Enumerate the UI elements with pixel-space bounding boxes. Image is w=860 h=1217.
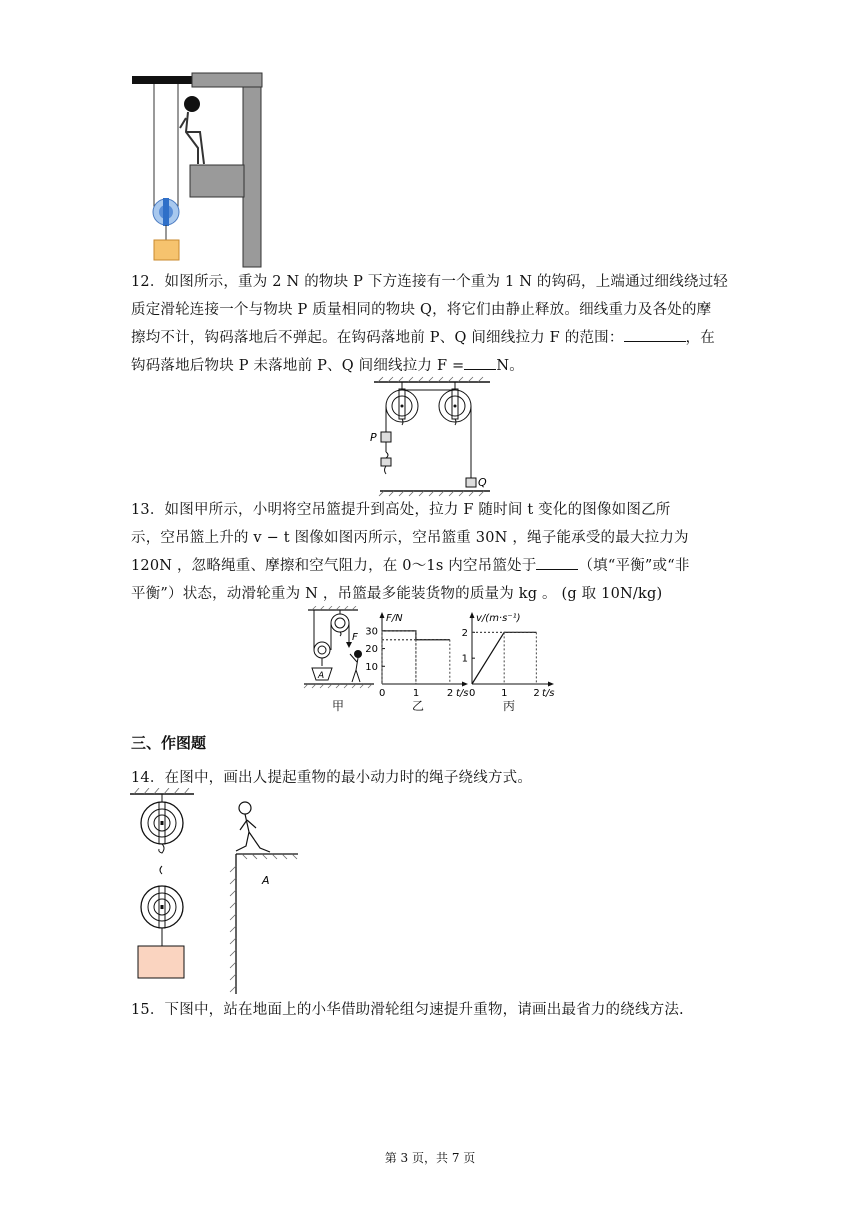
- x-tick-label: 1: [501, 688, 508, 699]
- question-13: [131, 496, 741, 608]
- y-axis-arrow: [470, 612, 475, 618]
- q12-line3-text: 擦均不计，钩码落地后不弹起。在钩码落地前 P、Q 间细线拉力 F 的范围：: [131, 330, 624, 346]
- x-tick-label: 1: [412, 688, 420, 699]
- label-a-basket: A: [318, 671, 325, 681]
- q13-line2: 示，空吊篮上升的 v − t 图像如图丙所示，空吊篮重 30N ，绳子能承受的最大拉力为: [131, 530, 689, 546]
- label-q: Q: [478, 476, 487, 489]
- figure-q14-pulleys-cliff: [126, 788, 306, 998]
- x-tick-label: 2: [446, 688, 454, 699]
- question-15: 15．下图中，站在地面上的小华借助滑轮组匀速提升重物，请画出最省力的绕线方法.: [131, 1002, 684, 1018]
- x-axis-label: t/s: [542, 688, 555, 699]
- q12-line3-tail: ，在: [685, 330, 715, 346]
- figure-q11-pulley-person: [128, 70, 268, 270]
- label-a-point: A: [262, 874, 270, 887]
- answer-blank-range[interactable]: [624, 325, 686, 342]
- q12-line4-tail: N。: [496, 358, 524, 374]
- y-tick-label: 10: [365, 661, 378, 673]
- y-tick-label: 20: [365, 644, 378, 656]
- q13-line3: [131, 552, 741, 580]
- chart-v-t: [456, 604, 566, 702]
- page-footer: 第 3 页，共 7 页: [384, 1151, 476, 1165]
- q13-line3-text: 120N ，忽略绳重、摩擦和空气阻力，在 0～1s 内空吊篮处于: [131, 558, 537, 574]
- question-14: 14．在图中，画出人提起重物的最小动力时的绳子绕线方式。: [131, 770, 533, 786]
- x-tick-label: 2: [533, 688, 540, 699]
- question-12: [131, 268, 741, 380]
- label-p: P: [370, 431, 377, 444]
- x-tick-label: 0: [469, 688, 476, 699]
- q13-line1: 13．如图甲所示，小明将空吊篮提升到高处，拉力 F 随时间 t 变化的图像如图乙所: [131, 502, 671, 518]
- y-tick-label: 2: [461, 627, 468, 639]
- q12-line4-text: 钩码落地后物块 P 未落地前 P、Q 间细线拉力 F =: [131, 358, 465, 374]
- x-axis-label: t/s: [456, 688, 469, 699]
- section-title: 三、作图题: [131, 734, 207, 752]
- q13-line4: 平衡”）状态，动滑轮重为 N ，吊篮最多能装货物的质量为 kg 。 (g 取 10N/kg): [131, 586, 663, 602]
- q12-line1: 12．如图所示，重为 2 N 的物块 P 下方连接有一个重为 1 N 的钩码，上端通过细线绕过轻: [131, 274, 729, 290]
- answer-blank-state[interactable]: [536, 553, 578, 570]
- x-tick-label: 0: [379, 688, 386, 699]
- q12-line3: [131, 324, 741, 352]
- y-tick-label: 30: [365, 626, 378, 638]
- y-tick-label: 1: [461, 653, 468, 665]
- y-axis-arrow: [380, 612, 385, 618]
- caption-yi: 乙: [412, 699, 425, 713]
- q13-line3-tail: （填“平衡”或“非: [578, 558, 690, 574]
- q12-line2: 质定滑轮连接一个与物块 P 质量相同的物块 Q，将它们由静止释放。细线重力及各处的摩: [131, 302, 712, 318]
- y-axis-label: F/N: [386, 613, 403, 624]
- label-f-force: F: [352, 632, 358, 643]
- caption-jia: 甲: [332, 699, 345, 713]
- answer-blank-force[interactable]: [464, 353, 496, 370]
- x-axis-arrow: [548, 682, 554, 687]
- y-axis-label: v/(m·s⁻¹): [476, 613, 521, 624]
- figure-q12-two-pulleys: [370, 376, 498, 498]
- caption-bing: 丙: [503, 699, 516, 713]
